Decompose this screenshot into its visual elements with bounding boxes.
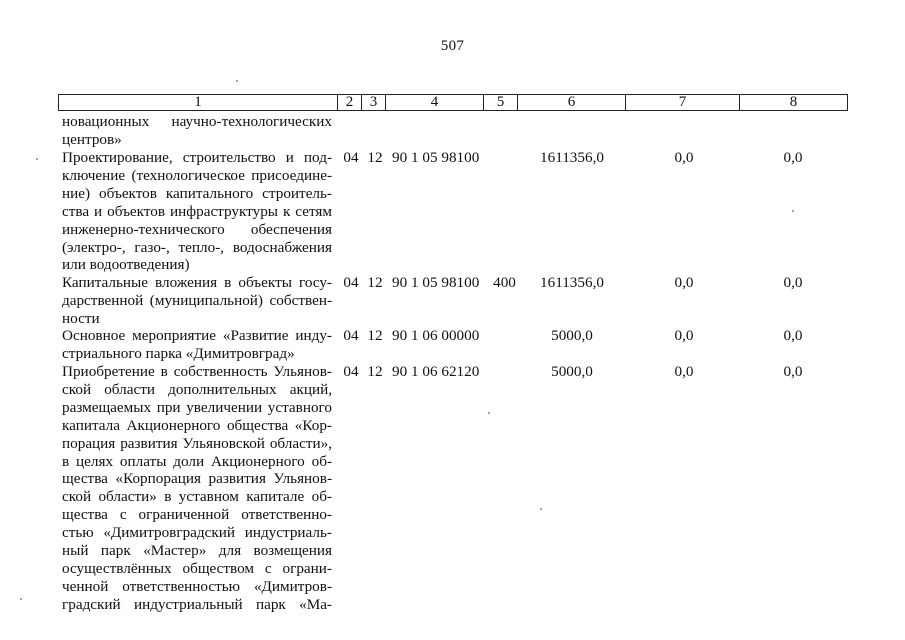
description-line: новационных научно-технологических: [62, 113, 332, 130]
description-line: ства и объектов инфраструктуры к сетям: [62, 202, 332, 220]
description-line: порация развития Ульяновской области»,: [62, 434, 332, 452]
table-row: [0, 149, 905, 274]
cell-subsection: 12: [367, 149, 383, 166]
description-line: в целях оплаты доли Акционерного об-: [62, 452, 332, 470]
description-line: ключение (технологическое присоедине-: [62, 166, 332, 184]
description-line: щества «Корпорация развития Ульянов-: [62, 470, 332, 488]
header-col-5: 5: [484, 95, 518, 111]
row-description: [62, 327, 332, 363]
scan-speck: [488, 412, 490, 414]
cell-amount-2: 0,0: [674, 274, 694, 291]
cell-amount-3: 0,0: [783, 149, 803, 166]
table-row: [0, 327, 905, 363]
description-line: осуществлённых обществом с ограни-: [62, 559, 332, 577]
cell-section: 04: [343, 274, 359, 291]
header-col-4: 4: [386, 95, 484, 111]
description-line: или водоотведения): [62, 256, 190, 274]
header-col-2: 2: [338, 95, 362, 111]
cell-amount-1: 5000,0: [551, 327, 593, 344]
description-line: центров»: [62, 130, 122, 148]
cell-subsection: 12: [367, 274, 383, 291]
cell-target-article: 90 1 05 98100: [392, 274, 480, 291]
cell-subsection: 12: [367, 363, 383, 380]
cell-amount-1: 1611356,0: [540, 274, 604, 291]
description-line: дарственной (муниципальной) собствен-: [62, 291, 332, 309]
scan-speck: [792, 210, 794, 212]
row-description: [62, 113, 332, 149]
description-line: ской области» в уставном капитале об-: [62, 488, 332, 506]
description-line: ченной ответственностью «Димитров-: [62, 577, 332, 595]
description-line: размещаемых при увеличении уставного: [62, 398, 332, 416]
description-line: Приобретение в собственность Ульянов-: [62, 363, 332, 380]
header-col-1: 1: [59, 95, 338, 111]
cell-target-article: 90 1 05 98100: [392, 149, 480, 166]
row-description: [62, 149, 332, 274]
table-row: [0, 274, 905, 327]
cell-subsection: 12: [367, 327, 383, 344]
table-body: [0, 113, 905, 615]
header-col-8: 8: [740, 95, 848, 111]
row-description: [62, 274, 332, 328]
cell-amount-3: 0,0: [783, 363, 803, 380]
cell-amount-3: 0,0: [783, 327, 803, 344]
description-line: стью «Димитровградский индустриаль-: [62, 524, 332, 542]
description-line: стриального парка «Димитровград»: [62, 344, 295, 362]
cell-section: 04: [343, 149, 359, 166]
description-line: (электро-, газо-, тепло-, водоснабжения: [62, 238, 332, 256]
table-row: [0, 113, 905, 149]
table-row: [0, 363, 905, 615]
cell-amount-3: 0,0: [783, 274, 803, 291]
description-line: ный парк «Мастер» для возмещения: [62, 542, 332, 560]
scan-speck: [540, 508, 542, 510]
description-line: Капитальные вложения в объекты госу-: [62, 274, 332, 291]
table-header: [58, 94, 848, 111]
scan-speck: [36, 158, 38, 160]
row-description: [62, 363, 332, 614]
scan-speck: [20, 598, 22, 600]
cell-amount-2: 0,0: [674, 327, 694, 344]
header-col-7: 7: [626, 95, 740, 111]
cell-target-article: 90 1 06 62120: [392, 363, 480, 380]
header-col-6: 6: [518, 95, 626, 111]
description-line: ности: [62, 309, 100, 327]
cell-amount-2: 0,0: [674, 149, 694, 166]
scan-speck: [236, 80, 238, 82]
cell-section: 04: [343, 363, 359, 380]
cell-section: 04: [343, 327, 359, 344]
description-line: капитала Акционерного общества «Кор-: [62, 416, 332, 434]
cell-amount-1: 1611356,0: [540, 149, 604, 166]
description-line: инженерно-технического обеспечения: [62, 220, 332, 238]
cell-amount-1: 5000,0: [551, 363, 593, 380]
description-line: Основное мероприятие «Развитие инду-: [62, 327, 332, 344]
description-line: щества с ограниченной ответственно-: [62, 506, 332, 524]
description-line: градский индустриальный парк «Ма-: [62, 595, 332, 613]
page-number: 507: [440, 38, 465, 54]
cell-target-article: 90 1 06 00000: [392, 327, 480, 344]
description-line: ние) объектов капитального строитель-: [62, 184, 332, 202]
cell-amount-2: 0,0: [674, 363, 694, 380]
description-line: Проектирование, строительство и под-: [62, 149, 332, 166]
header-col-3: 3: [362, 95, 386, 111]
description-line: ской области дополнительных акций,: [62, 380, 332, 398]
cell-expense-type: 400: [493, 274, 516, 291]
